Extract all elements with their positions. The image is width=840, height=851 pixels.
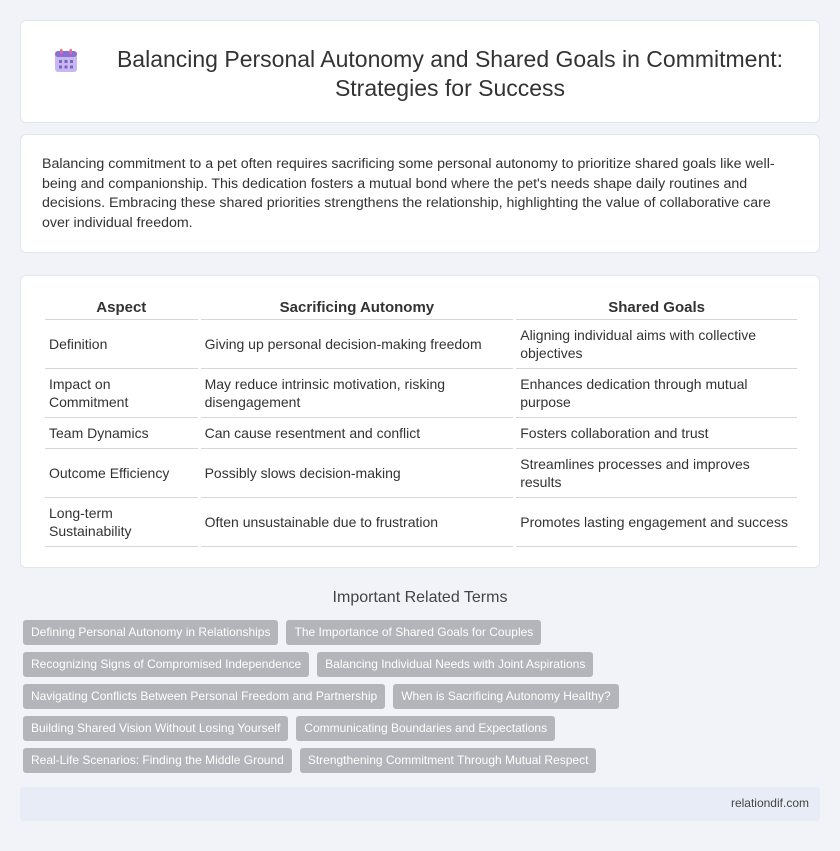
related-terms-list [23,620,823,780]
column-header: Shared Goals [516,296,797,320]
table-cell: Can cause resentment and conflict [201,418,514,449]
table-row [45,320,797,369]
table-header-row [45,296,797,320]
table-row [45,369,797,418]
intro-paragraph: Balancing commitment to a pet often requires sacrificing some personal autonomy to prioritize shared goals like well-being and companionship. This dedication fosters a mutual bond where the pet's needs shape daily routines and decisions. Embracing these shared priorities strengthens the relationship, highlighting the value of collaborative care over individual freedom. [42,156,775,231]
table-cell: Giving up personal decision-making freedom [201,320,514,369]
table-row [45,418,797,449]
related-term-tag[interactable]: Recognizing Signs of Compromised Independence [23,652,309,677]
table-cell: Long-term Sustainability [45,498,198,547]
table-cell: May reduce intrinsic motivation, risking disengagement [201,369,514,418]
related-term-tag[interactable]: Real-Life Scenarios: Finding the Middle Ground [23,748,292,773]
footer-site-link[interactable]: relationdif.com [730,796,809,810]
calendar-icon [53,48,79,74]
table-cell: Possibly slows decision-making [201,449,514,498]
table-cell: Outcome Efficiency [45,449,198,498]
related-term-tag[interactable]: The Importance of Shared Goals for Couples [286,620,541,645]
footer [20,787,820,821]
comparison-card [20,275,820,568]
column-header: Aspect [45,296,198,320]
table-row [45,498,797,547]
comparison-table [42,296,800,547]
table-cell: Streamlines processes and improves results [516,449,797,498]
table-cell: Aligning individual aims with collective objectives [516,320,797,369]
intro-card [20,134,820,253]
table-cell: Team Dynamics [45,418,198,449]
table-cell: Often unsustainable due to frustration [201,498,514,547]
related-term-tag[interactable]: Balancing Individual Needs with Joint Aspirations [317,652,593,677]
table-cell: Promotes lasting engagement and success [516,498,797,547]
related-term-tag[interactable]: Navigating Conflicts Between Personal Freedom and Partnership [23,684,385,709]
table-cell: Definition [45,320,198,369]
title-card [20,20,820,123]
table-cell: Fosters collaboration and trust [516,418,797,449]
related-term-tag[interactable]: Defining Personal Autonomy in Relationships [23,620,278,645]
related-term-tag[interactable]: Strengthening Commitment Through Mutual Respect [300,748,597,773]
related-term-tag[interactable]: When is Sacrificing Autonomy Healthy? [393,684,618,709]
table-cell: Enhances dedication through mutual purpose [516,369,797,418]
related-term-tag[interactable]: Communicating Boundaries and Expectations [296,716,555,741]
column-header: Sacrificing Autonomy [201,296,514,320]
table-row [45,449,797,498]
related-term-tag[interactable]: Building Shared Vision Without Losing Yourself [23,716,288,741]
table-cell: Impact on Commitment [45,369,198,418]
page-title: Balancing Personal Autonomy and Shared Goals in Commitment: Strategies for Success [116,46,784,101]
related-terms-heading: Important Related Terms [332,589,508,606]
